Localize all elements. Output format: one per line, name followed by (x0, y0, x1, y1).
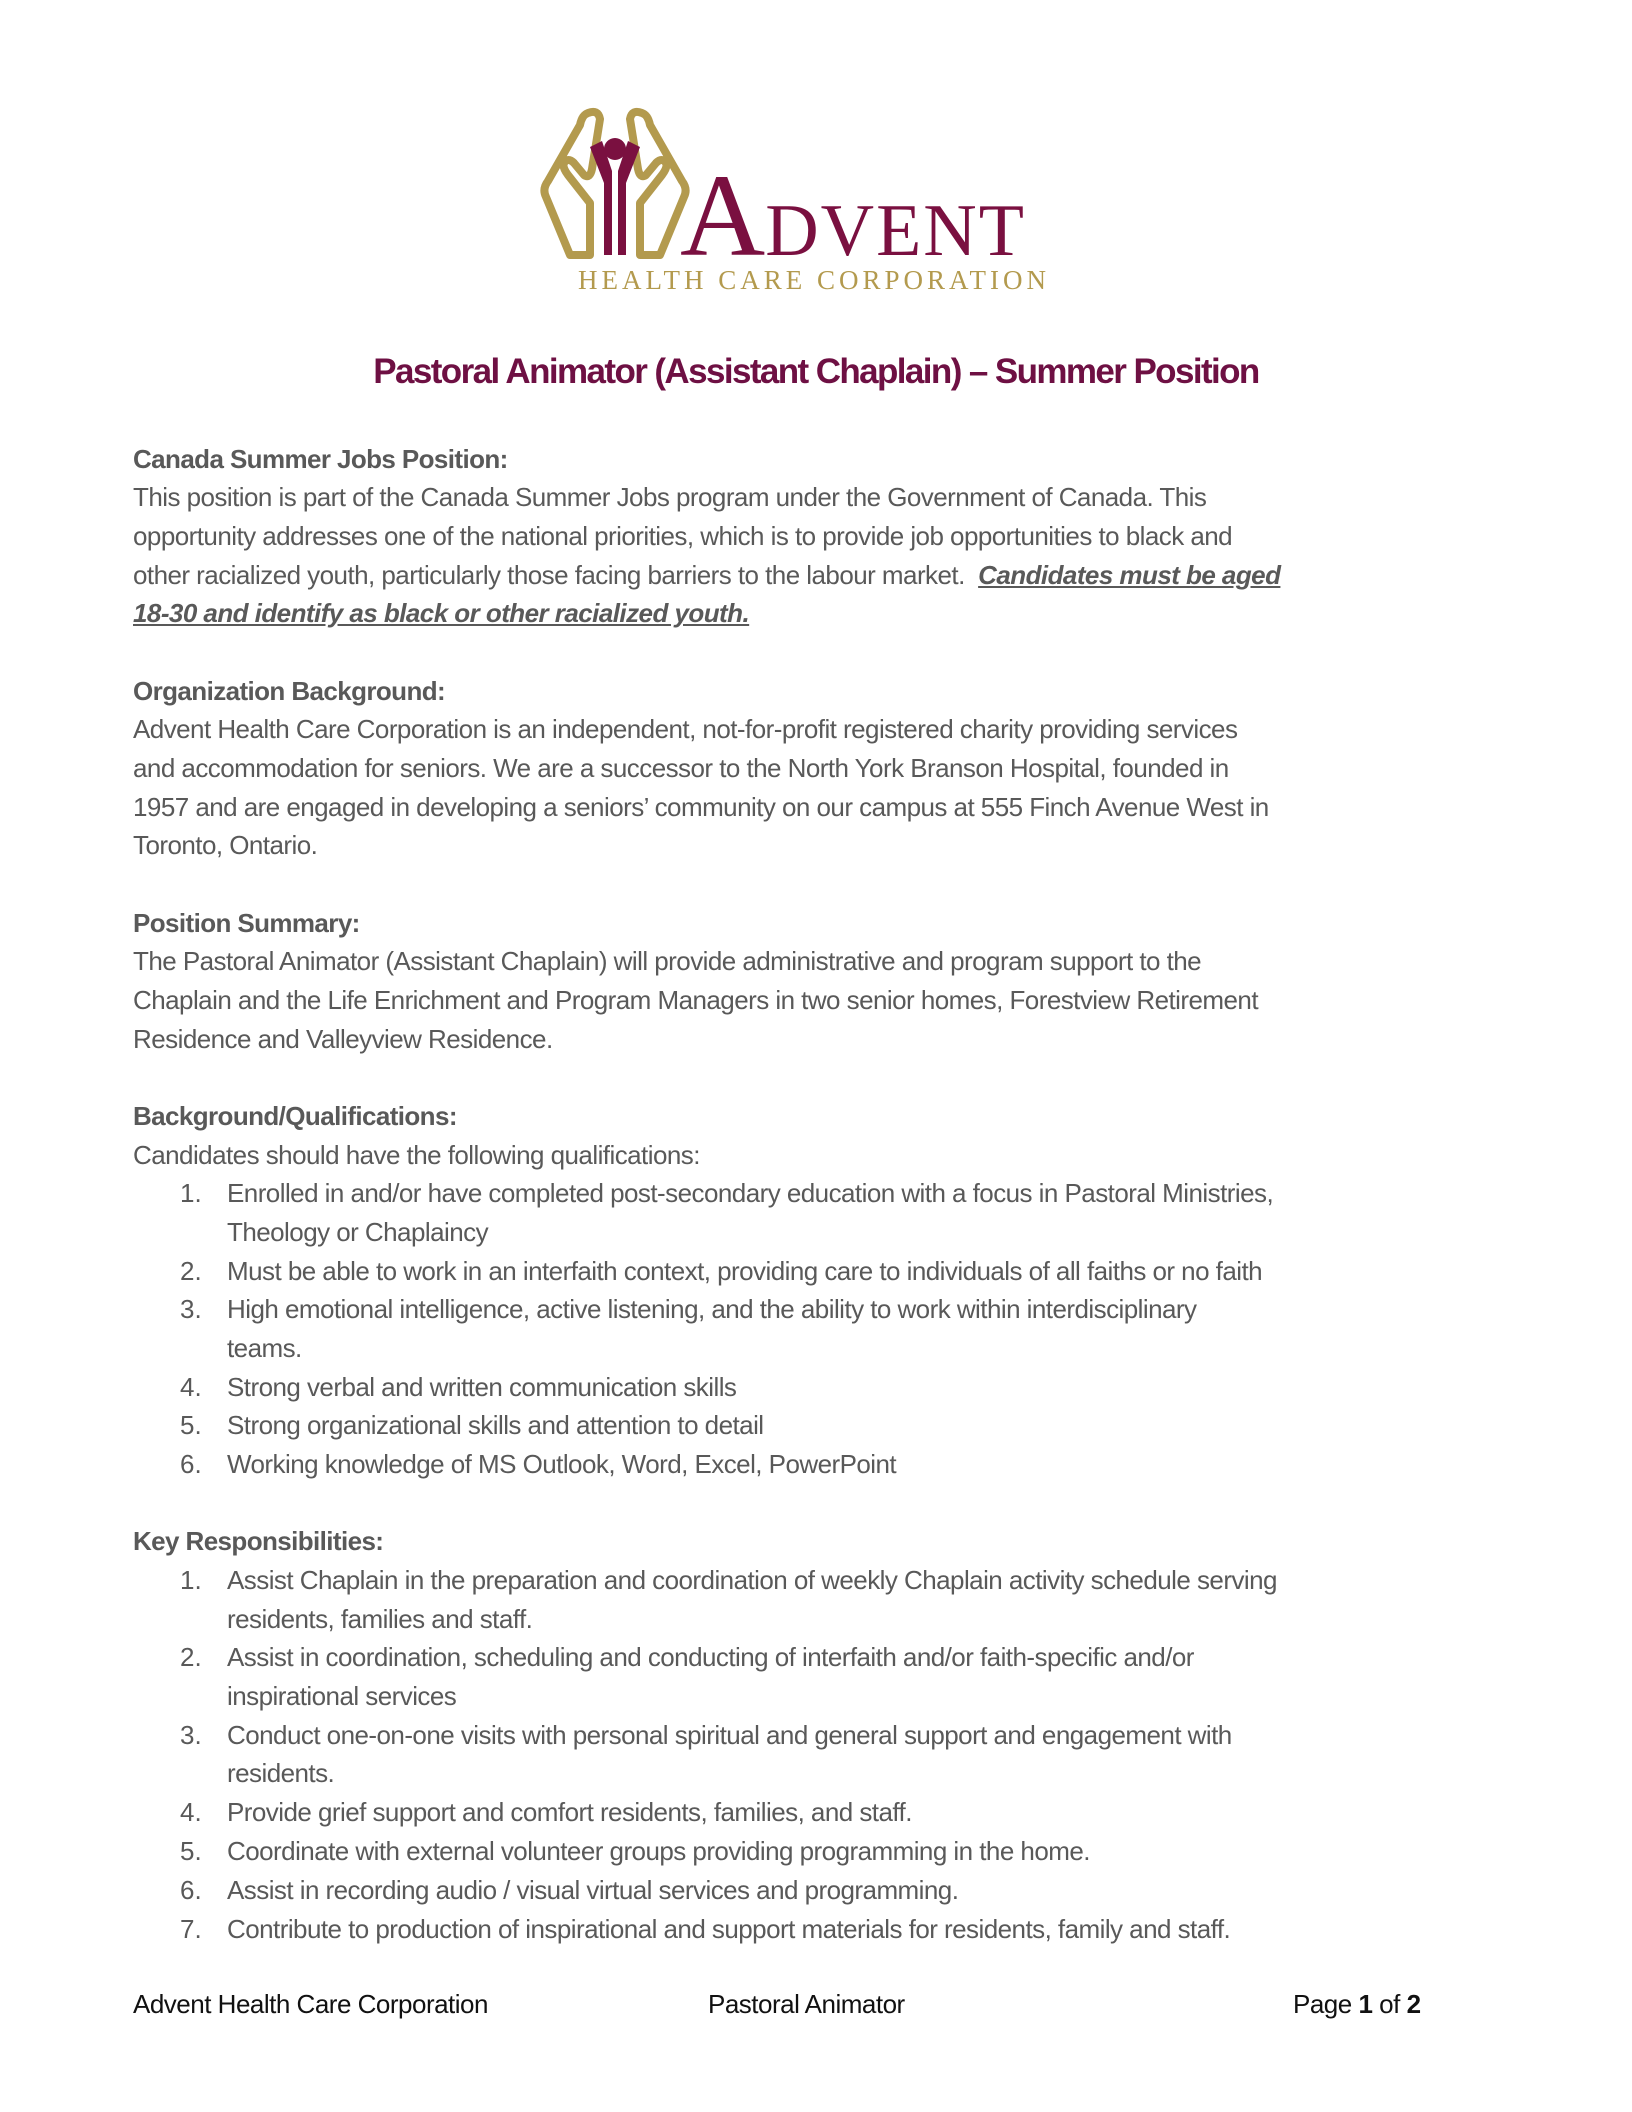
csj-line-1: This position is part of the Canada Summer Jobs program under the Government of Canada. This (133, 482, 1207, 512)
page-label: Page (1293, 1989, 1359, 2019)
responsibility-item-cont: inspirational services (227, 1681, 457, 1711)
qualification-number: 3. (180, 1294, 202, 1324)
qualification-number: 6. (180, 1449, 202, 1479)
footer-page-number (1293, 1985, 1421, 2023)
eligibility-emphasis: Candidates must be aged (978, 560, 1281, 590)
csj-line-3-text: other racialized youth, particularly those facing barriers to the labour market. (133, 560, 979, 590)
org-line-3: 1957 and are engaged in developing a seniors’ community on our campus at 555 Finch Avenue West in (133, 792, 1269, 822)
section-heading-qualifications: Background/Qualifications: (133, 1101, 457, 1131)
page-of: of (1372, 1989, 1407, 2019)
org-line-4: Toronto, Ontario. (133, 830, 318, 860)
eligibility-emphasis-cont: 18-30 and identify as black or other racialized youth. (133, 598, 750, 628)
page-title: Pastoral Animator (Assistant Chaplain) – Summer Position (373, 352, 1259, 391)
logo-initial: A (680, 150, 766, 281)
qualification-number: 5. (180, 1410, 202, 1440)
responsibility-item: Assist in coordination, scheduling and conducting of interfaith and/or faith-specific and/or (227, 1642, 1194, 1672)
csj-line-3 (133, 556, 1280, 594)
logo-wordmark (680, 150, 1026, 281)
summary-line-3: Residence and Valleyview Residence. (133, 1024, 553, 1054)
logo-word-rest: DVENT (765, 190, 1026, 272)
qualification-number: 4. (180, 1372, 202, 1402)
advent-logo (540, 105, 1080, 305)
responsibility-item-cont: residents, families and staff. (227, 1604, 533, 1634)
responsibility-number: 4. (180, 1797, 202, 1827)
qualification-number: 1. (180, 1178, 202, 1208)
logo-subtitle: HEALTH CARE CORPORATION (578, 265, 1051, 295)
summary-line-2: Chaplain and the Life Enrichment and Program Managers in two senior homes, Forestview Retirement (133, 985, 1258, 1015)
org-line-2: and accommodation for seniors. We are a successor to the North York Branson Hospital, founded in (133, 753, 1229, 783)
responsibility-number: 1. (180, 1565, 202, 1595)
footer-organization: Advent Health Care Corporation (133, 1989, 488, 2019)
hands-figure-icon (540, 105, 690, 270)
qualification-item: Enrolled in and/or have completed post-secondary education with a focus in Pastoral Ministries, (227, 1178, 1274, 1208)
responsibility-item: Coordinate with external volunteer groups providing programming in the home. (227, 1836, 1090, 1866)
qualifications-intro: Candidates should have the following qualifications: (133, 1140, 700, 1170)
qualification-item-cont: teams. (227, 1333, 302, 1363)
responsibility-number: 6. (180, 1875, 202, 1905)
responsibility-item-cont: residents. (227, 1758, 335, 1788)
page-current: 1 (1358, 1989, 1373, 2019)
qualification-item: Strong verbal and written communication skills (227, 1372, 737, 1402)
responsibility-item: Assist in recording audio / visual virtual services and programming. (227, 1875, 959, 1905)
csj-line-2: opportunity addresses one of the national priorities, which is to provide job opportunities to black and (133, 521, 1233, 551)
qualification-item: High emotional intelligence, active listening, and the ability to work within interdisciplinary (227, 1294, 1197, 1324)
responsibility-item: Provide grief support and comfort residents, families, and staff. (227, 1797, 912, 1827)
qualification-item: Working knowledge of MS Outlook, Word, Excel, PowerPoint (227, 1449, 897, 1479)
responsibility-item: Contribute to production of inspirational and support materials for residents, family and staff. (227, 1914, 1231, 1944)
section-heading-org: Organization Background: (133, 676, 446, 706)
footer-document-title: Pastoral Animator (708, 1989, 905, 2019)
responsibility-number: 2. (180, 1642, 202, 1672)
section-heading-summary: Position Summary: (133, 908, 360, 938)
responsibility-number: 7. (180, 1914, 202, 1944)
responsibility-number: 3. (180, 1720, 202, 1750)
qualification-item: Strong organizational skills and attention to detail (227, 1410, 764, 1440)
section-heading-responsibilities: Key Responsibilities: (133, 1526, 384, 1556)
responsibility-item: Assist Chaplain in the preparation and coordination of weekly Chaplain activity schedule serving (227, 1565, 1277, 1595)
summary-line-1: The Pastoral Animator (Assistant Chaplain) will provide administrative and program support to the (133, 946, 1202, 976)
org-line-1: Advent Health Care Corporation is an independent, not-for-profit registered charity providing services (133, 714, 1238, 744)
section-heading-csj: Canada Summer Jobs Position: (133, 444, 508, 474)
qualification-item-cont: Theology or Chaplaincy (227, 1217, 489, 1247)
qualification-number: 2. (180, 1256, 202, 1286)
page-total: 2 (1406, 1989, 1421, 2019)
responsibility-number: 5. (180, 1836, 202, 1866)
qualification-item: Must be able to work in an interfaith context, providing care to individuals of all faiths or no faith (227, 1256, 1263, 1286)
responsibility-item: Conduct one-on-one visits with personal spiritual and general support and engagement with (227, 1720, 1232, 1750)
